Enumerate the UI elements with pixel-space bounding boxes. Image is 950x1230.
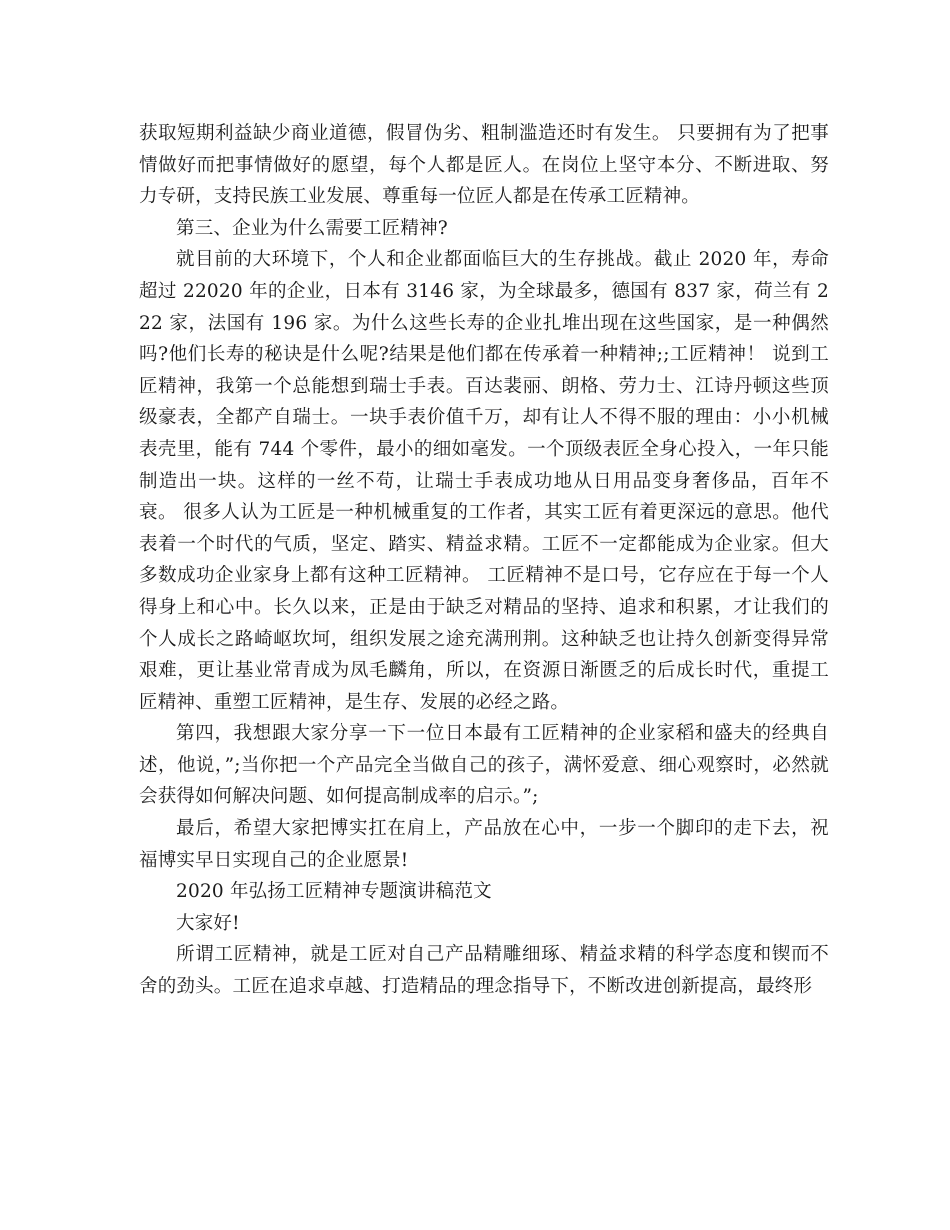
- paragraph-continuation: 获取短期利益缺少商业道德，假冒伪劣、粗制滥造还时有发生。 只要拥有为了把事情做好而把事情做好的愿望，每个人都是匠人。在岗位上坚守本分、不断进取、努力专研，支持民族工业发展、尊重每一位匠人都是在传承工匠精神。: [139, 123, 829, 208]
- paragraph-fourth: 第四，我想跟大家分享一下一位日本最有工匠精神的企业家稻和盛夫的经典自述，他说，”;当你把一个产品完全当做自己的孩子，满怀爱意、细心观察时，必然就会获得如何解决问题、如何提高制成率的启示。”;: [139, 723, 829, 808]
- document-body: [139, 118, 829, 1003]
- paragraph-environment: 就目前的大环境下，个人和企业都面临巨大的生存挑战。截止 2020 年，寿命超过 22020 年的企业，日本有 3146 家，为全球最多，德国有 837 家，荷兰有 222 家，法国有 196 家。为什么这些长寿的企业扎堆出现在这些国家，是一种偶然吗?他们长寿的秘诀是什么呢?结果是他们都在传承着一种精神;;工匠精神！ 说到工匠精神，我第一个总能想到瑞士手表。百达裴丽、朗格、劳力士、江诗丹顿这些顶级豪表，全都产自瑞士。一块手表价值千万，却有让人不得不服的理由：小小机械表壳里，能有 744 个零件，最小的细如毫发。一个顶级表匠全身心投入，一年只能制造出一块。这样的一丝不苟，让瑞士手表成功地从日用品变身奢侈品，百年不衰。 很多人认为工匠是一种机械重复的工作者，其实工匠有着更深远的意思。他代表着一个时代的气质，坚定、踏实、精益求精。工匠不一定都能成为企业家。但大多数成功企业家身上都有这种工匠精神。 工匠精神不是口号，它存应在于每一个人得身上和心中。长久以来，正是由于缺乏对精品的坚持、追求和积累，才让我们的个人成长之路崎岖坎坷，组织发展之途充满刑荆。这种缺乏也让持久创新变得异常艰难，更让基业常青成为凤毛麟角，所以，在资源日渐匮乏的后成长时代，重提工匠精神、重塑工匠精神，是生存、发展的必经之路。: [139, 249, 829, 713]
- greeting: 大家好!: [176, 912, 240, 934]
- section-heading-third: 第三、企业为什么需要工匠精神?: [176, 217, 448, 239]
- paragraph-definition: 所谓工匠精神，就是工匠对自己产品精雕细琢、精益求精的科学态度和锲而不舍的劲头。工匠在追求卓越、打造精品的理念指导下，不断改进创新提高，最终形: [139, 944, 829, 998]
- paragraph-closing: 最后，希望大家把博实扛在肩上，产品放在心中，一步一个脚印的走下去，祝福博实早日实现自己的企业愿景!: [139, 818, 829, 871]
- speech-title: 2020 年弘扬工匠精神专题演讲稿范文: [176, 881, 492, 903]
